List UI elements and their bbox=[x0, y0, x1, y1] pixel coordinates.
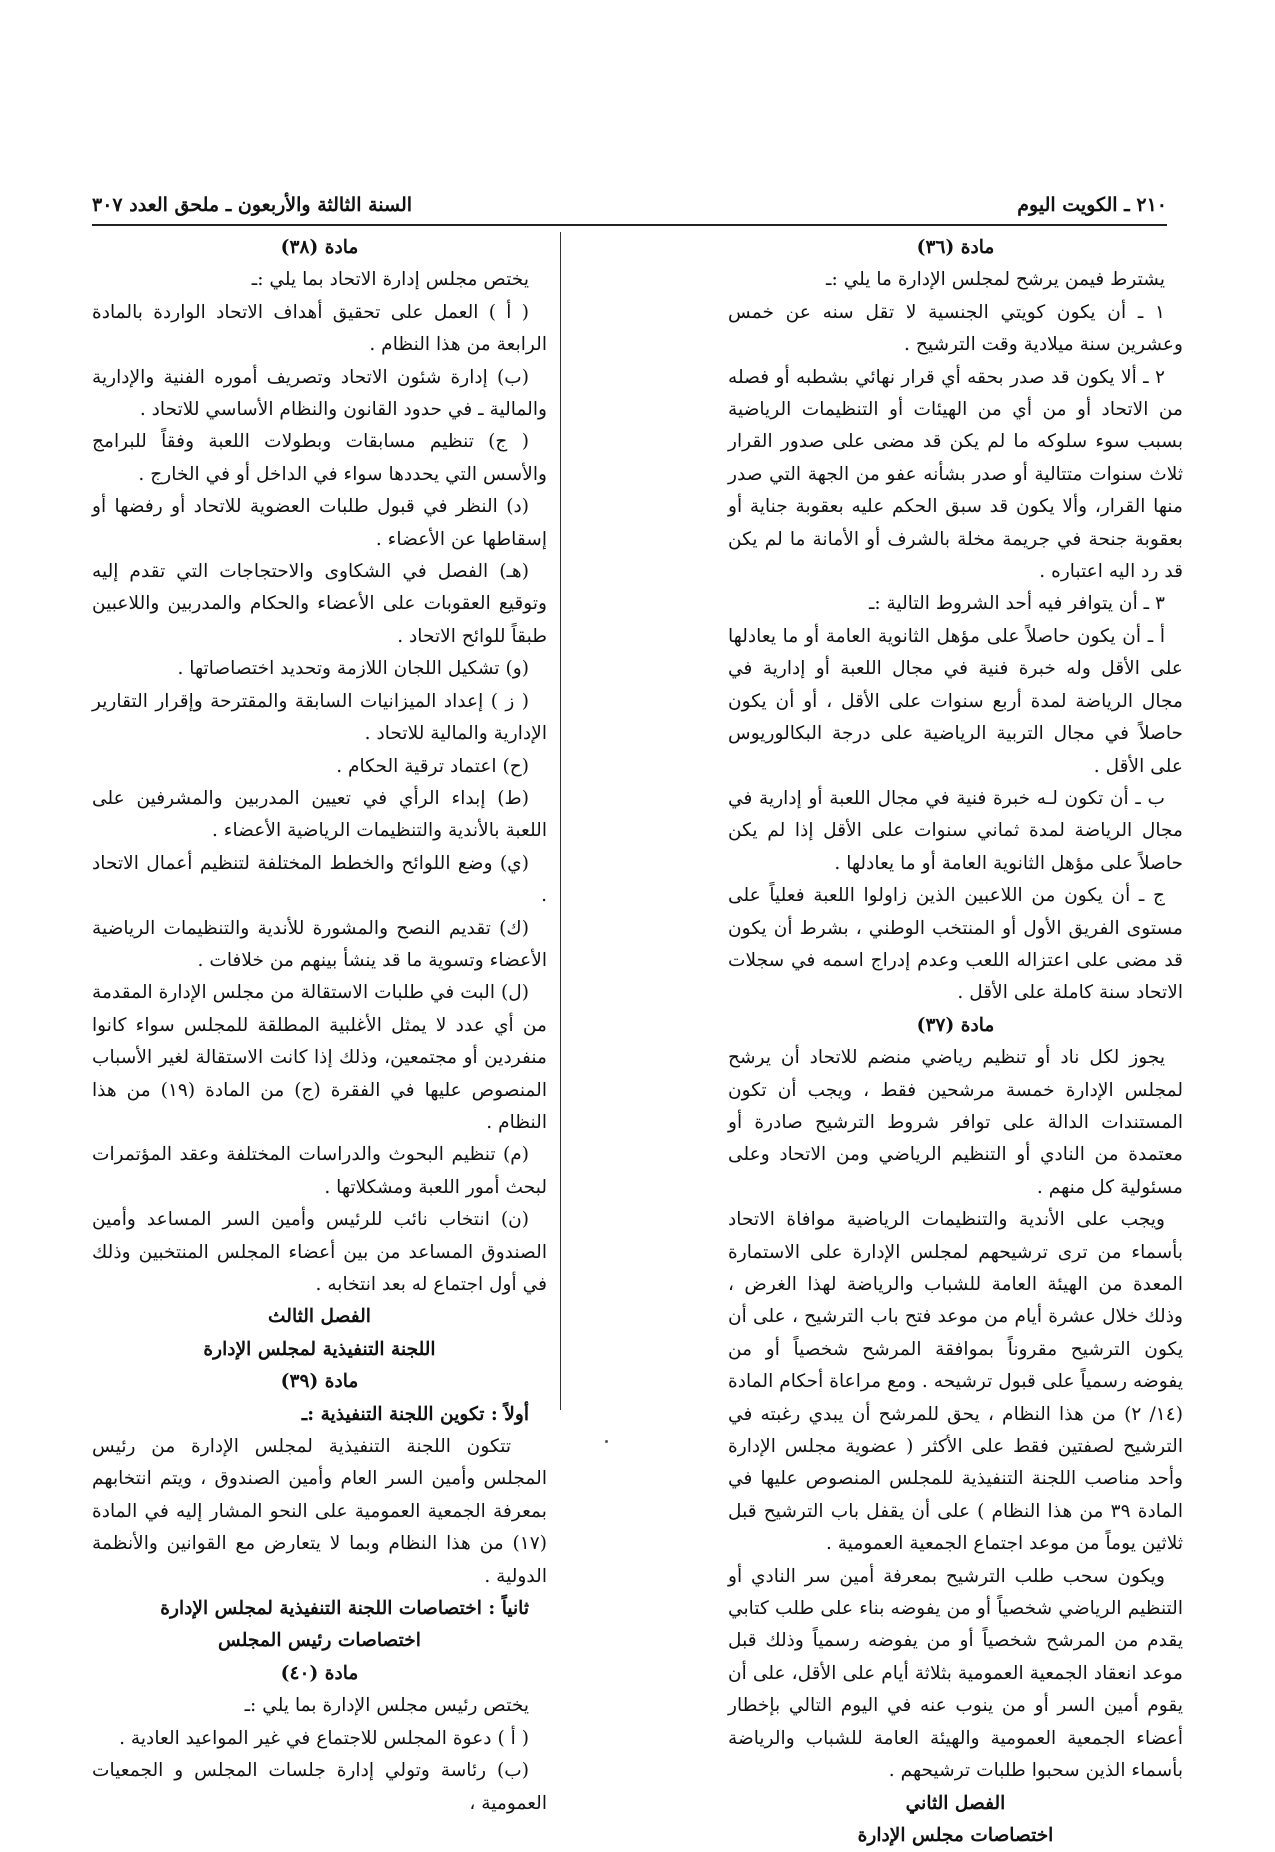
paragraph: ( أ ) العمل على تحقيق أهداف الاتحاد الواردة بالمادة الرابعة من هذا النظام . bbox=[92, 301, 547, 356]
section-heading: مادة (٣٨) bbox=[280, 237, 359, 258]
paragraph: (ب) إدارة شئون الاتحاد وتصريف أموره الفنية والإدارية والمالية ـ في حدود القانون والنظام الأساسي للاتحاد . bbox=[92, 366, 547, 421]
paragraph: يجوز لكل ناد أو تنظيم رياضي منضم للاتحاد أن يرشح لمجلس الإدارة خمسة مرشحين فقط ، ويجب أن تكون المستندات الدالة على توافر شروط الترشيح صادرة أو معتمدة من النادي أو التنظيم الرياضي ومن الاتحاد وعلى مسئولية كل منهم . bbox=[728, 1047, 1183, 1198]
paragraph: (ح) اعتماد ترقية الحكام . bbox=[336, 755, 529, 777]
paragraph: (م) تنظيم البحوث والدراسات المختلفة وعقد المؤتمرات لبحث أمور اللعبة ومشكلاتها . bbox=[92, 1144, 547, 1198]
paragraph: (ك) تقديم النصح والمشورة للأندية والتنظيمات الرياضية الأعضاء وتسوية ما قد ينشأ بينهم من خلافات . bbox=[92, 917, 547, 971]
section-heading: مادة (٣٦) bbox=[916, 237, 995, 258]
scan-speck bbox=[605, 1440, 608, 1443]
section-heading: الفصل الثالث bbox=[268, 1306, 371, 1328]
paragraph: ٣ ـ أن يتوافر فيه أحد الشروط التالية :ـ bbox=[868, 593, 1165, 615]
paragraph: ١ ـ أن يكون كويتي الجنسية لا تقل سنه عن خمس وعشرين سنة ميلادية وقت الترشيح . bbox=[728, 301, 1183, 356]
paragraph: (هـ) الفصل في الشكاوى والاحتجاجات التي تقدم إليه وتوقيع العقوبات على الأعضاء والحكام والمدربين واللاعبين طبقاً للوائح الاتحاد . bbox=[92, 561, 547, 647]
paragraph: أ ـ أن يكون حاصلاً على مؤهل الثانوية العامة أو ما يعادلها على الأقل وله خبرة فنية في مجال اللعبة أو إدارية في مجال الرياضة لمدة أربع سنوات على الأقل ، أو أن يكون حاصلاً في مجال التربية الرياضية على درجة البكالوريوس على الأقل . bbox=[728, 625, 1183, 777]
paragraph: (و) تشكيل اللجان اللازمة وتحديد اختصاصاتها . bbox=[177, 658, 529, 680]
paragraph: ( ز ) إعداد الميزانيات السابقة والمقترحة وإقرار التقارير الإدارية والمالية للاتحاد . bbox=[92, 690, 547, 745]
page-header bbox=[92, 190, 1167, 226]
paragraph: أولاً : تكوين اللجنة التنفيذية :ـ bbox=[301, 1403, 529, 1425]
paragraph: (ب) رئاسة وتولي إدارة جلسات المجلس و الجمعيات العمومية ، bbox=[92, 1760, 547, 1814]
paragraph: يشترط فيمن يرشح لمجلس الإدارة ما يلي :ـ bbox=[826, 269, 1165, 291]
section-heading: اللجنة التنفيذية لمجلس الإدارة bbox=[203, 1338, 436, 1360]
paragraph: ثانياً : اختصاصات اللجنة التنفيذية لمجلس الإدارة bbox=[160, 1598, 529, 1620]
paragraph: (ط) إبداء الرأي في تعيين المدربين والمشرفين على اللعبة بالأندية والتنظيمات الرياضية الأعضاء . bbox=[92, 787, 547, 842]
paragraph: يختص مجلس إدارة الاتحاد بما يلي :ـ bbox=[251, 269, 529, 291]
section-heading: اختصاصات مجلس الإدارة bbox=[857, 1824, 1054, 1846]
column-divider bbox=[560, 232, 561, 1410]
paragraph: ( أ ) دعوة المجلس للاجتماع في غير المواعيد العادية . bbox=[119, 1727, 529, 1749]
paragraph: ويجب على الأندية والتنظيمات الرياضية موافاة الاتحاد بأسماء من ترى ترشيحهم لمجلس الإدارة على الاستمارة المعدة من الهيئة العامة للشباب والرياضة لهذا الغرض ، وذلك خلال عشرة أيام من موعد فتح باب الترشيح ، على أن يكون الترشيح مقروناً بموافقة المرشح شخصياً أو من يفوضه رسمياً على قبول ترشيحه . ومع مراعاة أحكام المادة (١٤/ ٢) من هذا النظام ، يحق للمرشح أن يبدي رغبته في الترشيح لصفتين فقط على الأكثر ( عضوية مجلس الإدارة وأحد مناصب اللجنة التنفيذية للمجلس المنصوص عليها في المادة ٣٩ من هذا النظام ) على أن يقفل باب الترشيح قبل ثلاثين يوماً من موعد اجتماع الجمعية العمومية . bbox=[728, 1209, 1183, 1555]
paragraph: يختص رئيس مجلس الإدارة بما يلي :ـ bbox=[244, 1695, 529, 1717]
paragraph: ويكون سحب طلب الترشيح بمعرفة أمين سر النادي أو التنظيم الرياضي شخصياً أو من يفوضه بناء على طلب كتابي يقدم من المرشح شخصياً أو من يفوضه رسمياً وذلك قبل موعد انعقاد الجمعية العمومية بثلاثة أيام على الأقل، على أن يقوم أمين السر أو من ينوب عنه في اليوم التالي بإخطار أعضاء الجمعية العمومية والهيئة العامة للشباب والرياضة بأسماء الذين سحبوا طلبات ترشيحهم . bbox=[728, 1565, 1183, 1782]
paragraph: تتكون اللجنة التنفيذية لمجلس الإدارة من رئيس المجلس وأمين السر العام وأمين الصندوق ، ويتم انتخابهم بمعرفة الجمعية العمومية على النحو المشار إليه في المادة (١٧) من هذا النظام وبما لا يتعارض مع القوانين والأنظمة الدولية . bbox=[92, 1436, 547, 1587]
paragraph: ( ج) تنظيم مسابقات وبطولات اللعبة وفقاً للبرامج والأسس التي يحددها سواء في الداخل أو في الخارج . bbox=[92, 431, 547, 485]
section-heading: مادة (٤٠) bbox=[280, 1662, 359, 1684]
header-issue-info: السنة الثالثة والأربعون ـ ملحق العدد ٣٠٧ bbox=[92, 194, 413, 216]
section-heading: الفصل الثاني bbox=[905, 1792, 1006, 1814]
paragraph: (ن) انتخاب نائب للرئيس وأمين السر المساعد وأمين الصندوق المساعد من بين أعضاء المجلس المنتخبين وذلك في أول اجتماع له بعد انتخابه . bbox=[92, 1209, 547, 1295]
paragraph: (ي) وضع اللوائح والخطط المختلفة لتنظيم أعمال الاتحاد . bbox=[92, 852, 547, 907]
left-column bbox=[92, 232, 547, 1820]
section-heading: مادة (٣٧) bbox=[916, 1014, 995, 1036]
paragraph: ج ـ أن يكون من اللاعبين الذين زاولوا اللعبة فعلياً على مستوى الفريق الأول أو المنتخب الوطني ، بشرط أن يكون قد مضى على اعتزاله اللعب وعدم إدراج اسمه في سجلات الاتحاد سنة كاملة على الأقل . bbox=[728, 885, 1183, 1004]
section-heading: اختصاصات رئيس المجلس bbox=[218, 1630, 421, 1652]
paragraph: ٢ ـ ألا يكون قد صدر بحقه أي قرار نهائي بشطبه أو فصله من الاتحاد أو من أي من الهيئات أو التنظيمات الرياضية بسبب سوء سلوكه ما لم يكن قد مضى على صدور القرار ثلاث سنوات متتالية أو صدر بشأنه عفو من الجهة التي صدر منها القرار، وألا يكون قد سبق الحكم عليه بعقوبة جناية أو بعقوبة جنحة في جريمة مخلة بالشرف أو الأمانة ما لم يكن قد رد اليه اعتباره . bbox=[728, 366, 1183, 583]
right-column bbox=[728, 232, 1183, 1852]
paragraph: (ل) البت في طلبات الاستقالة من مجلس الإدارة المقدمة من أي عدد لا يمثل الأغلبية المطلقة للمجلس سواء كانوا منفردين أو مجتمعين، وذلك إذا كانت الاستقالة لغير الأسباب المنصوص عليها في الفقرة (ج) من المادة (١٩) من هذا النظام . bbox=[92, 982, 548, 1133]
section-heading: مادة (٣٩) bbox=[280, 1371, 359, 1393]
paragraph: ب ـ أن تكون لـه خبرة فنية في مجال اللعبة أو إدارية في مجال الرياضة لمدة ثماني سنوات على الأقل إذا لم يكن حاصلاً على مؤهل الثانوية العامة أو ما يعادلها . bbox=[728, 787, 1183, 874]
header-page-title: ٢١٠ ـ الكويت اليوم bbox=[1017, 194, 1167, 216]
paragraph: (د) النظر في قبول طلبات العضوية للاتحاد أو رفضها أو إسقاطها عن الأعضاء . bbox=[92, 496, 547, 550]
